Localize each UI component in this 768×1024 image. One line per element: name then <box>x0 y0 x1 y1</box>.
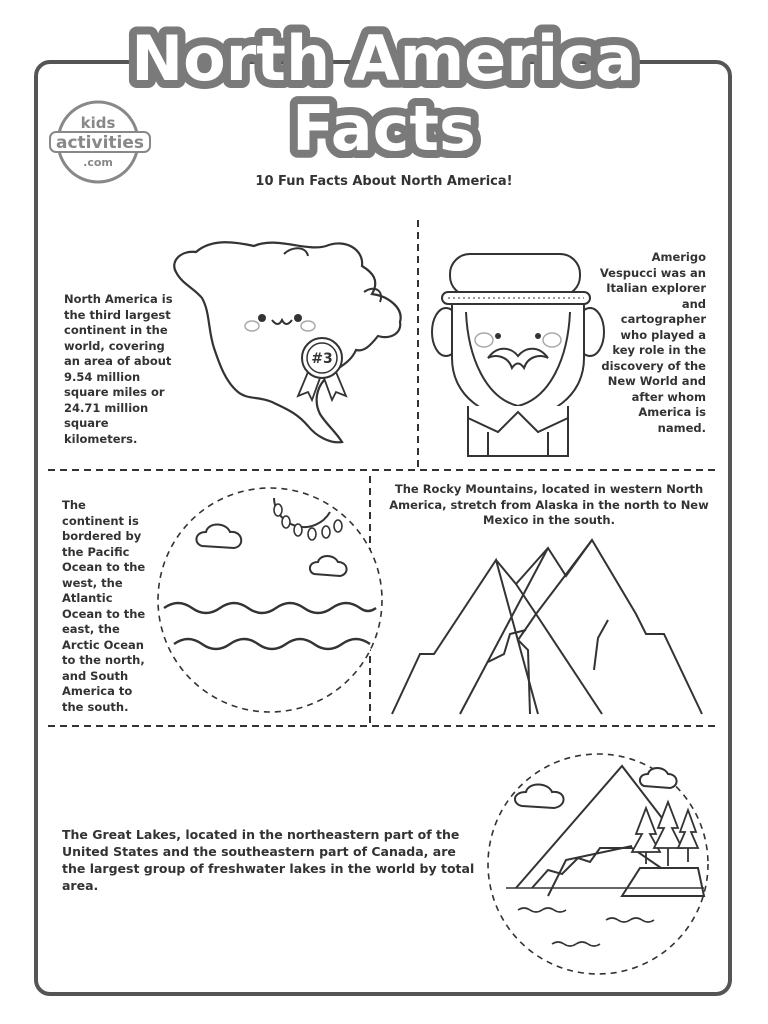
fact-great-lakes: The Great Lakes, located in the northeastern part of the United States and the southeastern part of Canada, are the largest group of freshwater lakes in the world by total area. <box>62 827 475 893</box>
title-line-2: Facts <box>292 92 476 158</box>
logo-com-text: .com <box>83 156 113 169</box>
shirt <box>468 406 568 456</box>
rocky-mountains-illustration <box>388 538 708 718</box>
continent-outline <box>174 242 400 442</box>
logo-kids-text: kids <box>80 114 116 132</box>
great-lakes-illustration <box>482 748 714 980</box>
ocean-circle-illustration <box>154 482 386 718</box>
amerigo-vespucci-illustration <box>428 248 608 458</box>
north-america-map-illustration <box>166 232 410 452</box>
fact-continent-size: North America is the third largest continent in the world, covering an area of about 9.54 million square miles or 24.71 million square kilometers. <box>64 292 173 446</box>
subtitle: 10 Fun Facts About North America! <box>255 174 513 189</box>
fact-amerigo-vespucci: Amerigo Vespucci was an Italian explorer and cartographer who played a key role in the discovery of the New World and after whom America is named. <box>599 250 706 435</box>
map-right-eye <box>294 314 302 322</box>
fact-oceans-borders: The continent is bordered by the Pacific Ocean to the west, the Atlantic Ocean to the east, the Arctic Ocean to the north, and South America to the south. <box>62 498 146 714</box>
logo-activities-text: activities <box>55 133 145 153</box>
map-left-eye <box>258 314 266 322</box>
badge-label: #3 <box>311 351 333 367</box>
title-line-1: North America <box>131 22 637 95</box>
rank-badge <box>298 338 346 400</box>
fact-rocky-mountains: The Rocky Mountains, located in western North America, stretch from Alaska in the north to New Mexico in the south. <box>389 482 709 527</box>
